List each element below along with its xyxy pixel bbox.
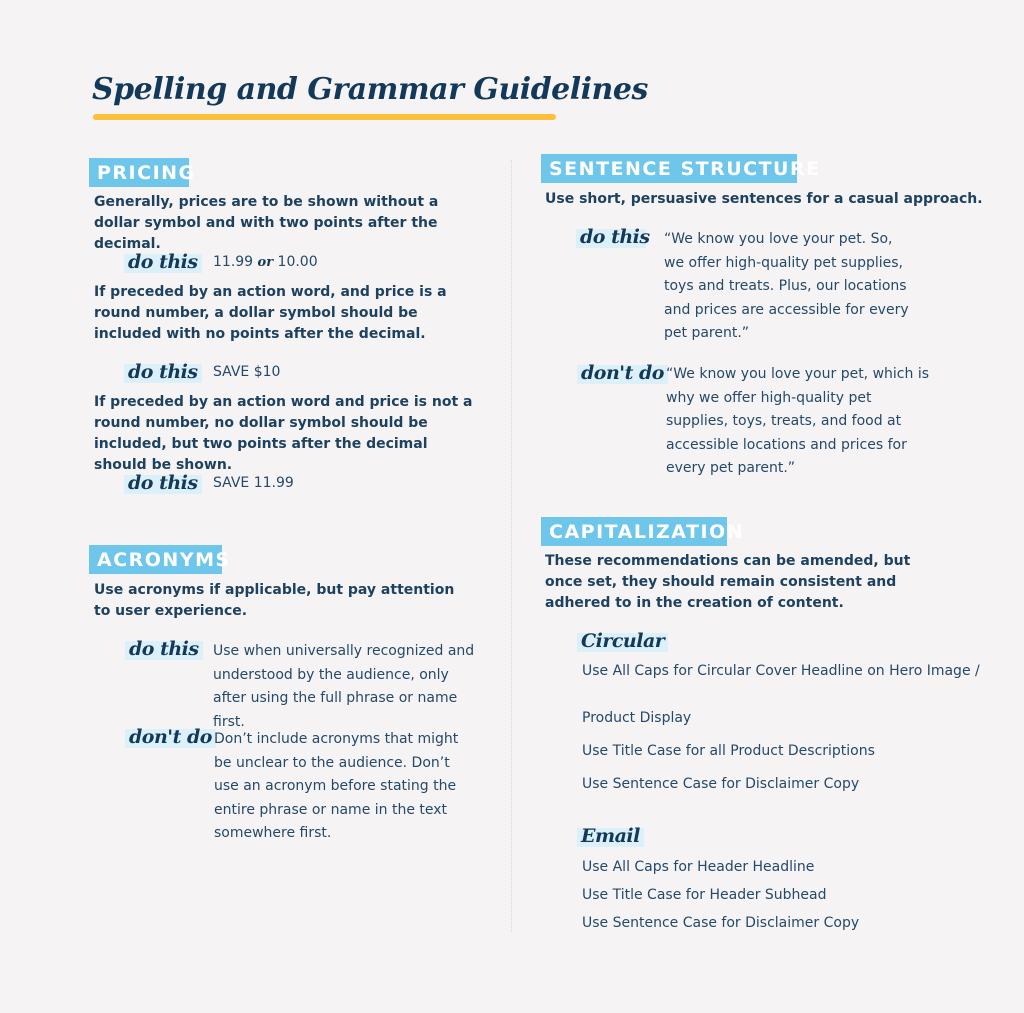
pricing-rule-2: If preceded by an action word, and price is a round number, a dollar symbol should be included with no points after the decimal. bbox=[94, 284, 447, 342]
circular-tag: Circular bbox=[577, 633, 668, 652]
pricing-example-1 bbox=[213, 254, 318, 270]
circular-item: Product Display bbox=[582, 710, 692, 726]
email-item: Use Sentence Case for Disclaimer Copy bbox=[582, 915, 860, 931]
acronyms-dont-text: Don’t include acronyms that might be unclear to the audience. Don’t use an acronym before stating the entire phrase or name in the text somewhere first. bbox=[214, 731, 459, 841]
pricing-intro: Generally, prices are to be shown without a dollar symbol and with two points after the decimal. bbox=[94, 194, 439, 252]
acronyms-intro: Use acronyms if applicable, but pay attention to user experience. bbox=[94, 582, 455, 619]
or-label: or bbox=[257, 255, 274, 270]
acronyms-do-text: Use when universally recognized and understood by the audience, only after using the full phrase or name first. bbox=[213, 643, 475, 730]
sentence-structure-do-text: “We know you love your pet. So, we offer high-quality pet supplies, toys and treats. Plus, our locations and prices are accessible for every pet parent.” bbox=[664, 231, 909, 341]
circular-item: Use Title Case for all Product Descriptions bbox=[582, 743, 875, 759]
do-this-tag: do this bbox=[124, 475, 202, 494]
email-item: Use Title Case for Header Subhead bbox=[582, 887, 827, 903]
column-divider bbox=[511, 160, 512, 932]
capitalization-intro: These recommendations can be amended, but once set, they should remain consistent and adhered to in the creation of content. bbox=[545, 553, 911, 611]
page-title: Spelling and Grammar Guidelines bbox=[92, 72, 648, 107]
pricing-example-3: SAVE 11.99 bbox=[213, 475, 294, 491]
do-this-tag: do this bbox=[124, 364, 202, 383]
email-item: Use All Caps for Header Headline bbox=[582, 859, 815, 875]
pricing-heading: PRICING bbox=[89, 158, 189, 187]
sentence-structure-intro: Use short, persuasive sentences for a casual approach. bbox=[545, 191, 983, 207]
do-this-tag: do this bbox=[125, 641, 203, 660]
sentence-structure-heading: SENTENCE STRUCTURE bbox=[541, 154, 797, 183]
email-tag: Email bbox=[577, 828, 644, 847]
pricing-rule-3: If preceded by an action word and price is not a round number, no dollar symbol should be included, but two points after the decimal should be shown. bbox=[94, 394, 473, 473]
title-underline bbox=[93, 114, 556, 120]
do-this-tag: do this bbox=[124, 254, 202, 273]
dont-do-tag: don't do bbox=[577, 365, 668, 384]
circular-item: Use Sentence Case for Disclaimer Copy bbox=[582, 776, 860, 792]
example-value-b: 10.00 bbox=[277, 254, 318, 270]
capitalization-heading: CAPITALIZATION bbox=[541, 517, 727, 546]
sentence-structure-dont-text: “We know you love your pet, which is why we offer high-quality pet supplies, toys, treats, and food at accessible locations and prices for every pet parent.” bbox=[666, 366, 929, 476]
acronyms-heading: ACRONYMS bbox=[89, 545, 222, 574]
circular-item: Use All Caps for Circular Cover Headline on Hero Image / bbox=[582, 663, 980, 679]
do-this-tag: do this bbox=[576, 229, 646, 248]
pricing-example-2: SAVE $10 bbox=[213, 364, 281, 380]
dont-do-tag: don't do bbox=[125, 729, 216, 748]
example-value-a: 11.99 bbox=[213, 254, 254, 270]
